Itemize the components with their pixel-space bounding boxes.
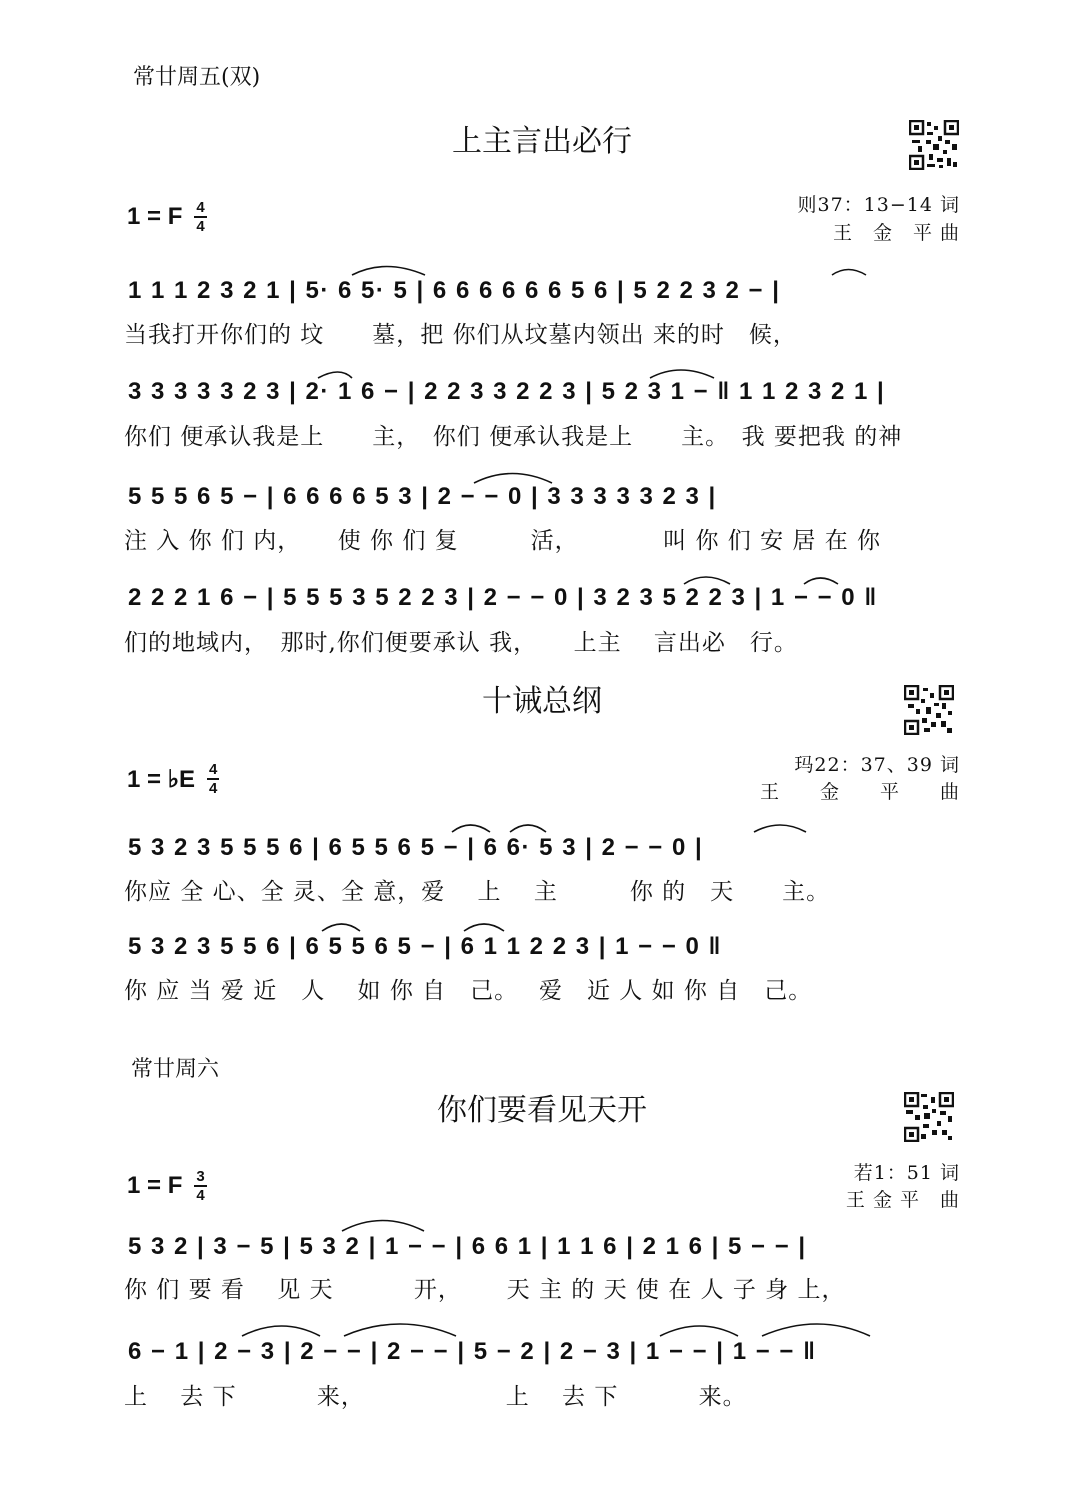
key-label: 1 = F [127, 203, 183, 230]
lyrics-row: 你们 便承认我是上 主， 你们 便承认我是上 主。 我 要把我 的神 [124, 424, 903, 450]
section1-title: 上主言出必行 [452, 124, 632, 159]
key-label: 1 = ♭E [127, 765, 196, 793]
section1-lyrics-credit: 则37：13−14 词 [797, 194, 960, 216]
key-label: 1 = F [127, 1172, 183, 1199]
lyrics-row: 上 去 下 来， 上 去 下 来。 [124, 1384, 747, 1410]
lyrics-row: 们的地域内， 那时,你们便要承认 我， 上主 言出必 行。 [124, 630, 798, 656]
notation-row: 1 1 1 2 3 2 1 | 5· 6 5· 5 | 6 6 6 6 6 6 5 6 | 5 2 2 3 2 − | [128, 277, 781, 304]
section2-music-credit: 王 金 平 曲 [759, 781, 960, 803]
section3-lyrics-credit: 若1：51 词 [853, 1162, 960, 1184]
section3-title: 你们要看见天开 [437, 1093, 647, 1128]
time-signature: $\frac{4}{4}$ [209, 761, 218, 797]
section2-title: 十诫总纲 [482, 684, 602, 719]
notation-row: 5 3 2 | 3 − 5 | 5 3 2 | 1 − − | 6 6 1 | 1 1 6 | 2 1 6 | 5 − − | [128, 1233, 807, 1260]
notation-row: 6 − 1 | 2 − 3 | 2 − − | 2 − − | 5 − 2 | 2 − 3 | 1 − − | 1 − − ‖ [128, 1338, 817, 1365]
section3-header: 常廿周六 [131, 1057, 220, 1082]
lyrics-row: 当我打开你们的 坟 墓，把 你们从坟墓内领出 来的时 候， [124, 322, 797, 348]
section2-lyrics-credit: 玛22：37、39 词 [794, 754, 960, 776]
notation-row: 5 3 2 3 5 5 5 6 | 6 5 5 6 5 − | 6 6· 5 3 | 2 − − 0 | [128, 834, 704, 861]
notation-row: 2 2 2 1 6 − | 5 5 5 3 5 2 2 3 | 2 − − 0 | 3 2 3 5 2 2 3 | 1 − − 0 ‖ [128, 584, 878, 611]
notation-row: 5 5 5 6 5 − | 6 6 6 6 5 3 | 2 − − 0 | 3 3 3 3 3 2 3 | [128, 483, 717, 510]
lyrics-row: 你应 全 心、全 灵、全 意，爱 上 主 你 的 天 主。 [124, 879, 831, 905]
section1-header: 常廿周五(双) [133, 65, 261, 90]
lyrics-row: 你 应 当 爱 近 人 如 你 自 己。 爱 近 人 如 你 自 己。 [124, 978, 813, 1004]
lyrics-row: 你 们 要 看 见 天 开， 天 主 的 天 使 在 人 子 身 上， [124, 1277, 846, 1303]
lyrics-row: 注 入 你 们 内， 使 你 们 复 活， 叫 你 们 安 居 在 你 [124, 528, 882, 554]
time-signature: $\frac{4}{4}$ [196, 199, 205, 235]
notation-row: 3 3 3 3 3 2 3 | 2· 1 6 − | 2 2 3 3 2 2 3 | 5 2 3 1 − ‖ 1 1 2 3 2 1 | [128, 378, 886, 405]
section3-music-credit: 王 金 平 曲 [845, 1189, 960, 1211]
time-signature: $\frac{3}{4}$ [196, 1168, 205, 1204]
section1-music-credit: 王 金 平 曲 [832, 222, 960, 244]
notation-row: 5 3 2 3 5 5 6 | 6 5 5 6 5 − | 6 1 1 2 2 3 | 1 − − 0 ‖ [128, 933, 722, 960]
